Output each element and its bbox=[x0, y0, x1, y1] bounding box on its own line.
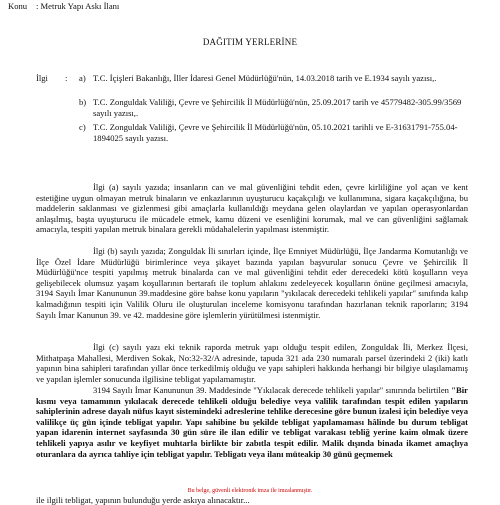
paragraph-2: İlgi (b) sayılı yazıda; Zonguldak İli sınırları içinde, İlçe Emniyet Müdürlüğü, İlçe Jandarma Komutanlığı ve İlçe Özel İdare Müdürlüğü birimlerince veya şikayet bazında yapılan başvurular sonucu Çevre ve Şehircilik İl Müdürlüğü'nce tespiti yapılmış metruk binalarda can ve mal güvenliğini tehdit eder derecedeki kötü koşulların veya gelişebilecek olumsuz yaşam koşullarının bertarafı ile toplum ahlakını zedeleyecek koşulların önüne geçilmesi amacıyla, 3194 Sayılı İmar Kanununun 39.maddesine göre bahse konu yapıların "yıkılacak derecedeki tehlikeli yapılar" sınıfında kalıp kalmadığının tespiti için Valilik Oluru ile oluşturulan inceleme komisyonu tarafından hazırlanan teknik raporların; 3194 Sayılı İmar Kanunun 39. ve 42. maddesine göre işlemlerin yürütülmesi istenmiştir. bbox=[36, 246, 468, 320]
document-title: DAĞITIM YERLERİNE bbox=[202, 37, 298, 47]
reference-text: T.C. Zonguldak Valiliği, Çevre ve Şehircilik İl Müdürlüğü'nün, 05.10.2021 tarihli ve E-31631791-755.04-1894025 sayılı yazısı. bbox=[93, 122, 458, 143]
reference-colon: : bbox=[65, 73, 68, 83]
e-signature-note: Bu belge, güvenli elektronik imza ile imzalanmıştır. bbox=[187, 488, 313, 494]
subject-text: : Metruk Yapı Askı İlanı bbox=[36, 1, 120, 11]
paragraph-4 bbox=[36, 385, 468, 459]
reference-item-a bbox=[79, 73, 479, 84]
reference-letter: b) bbox=[79, 97, 87, 107]
reference-letter: c) bbox=[79, 122, 86, 132]
reference-text: T.C. İçişleri Bakanlığı, İller İdaresi Genel Müdürlüğü'nün, 14.03.2018 tarih ve E.1934 sayılı yazısı,. bbox=[93, 73, 437, 83]
reference-letter: a) bbox=[79, 73, 86, 83]
reference-item-b bbox=[79, 97, 479, 118]
subject-line bbox=[8, 1, 119, 11]
reference-item-c bbox=[79, 122, 479, 143]
paragraph-4-quote: "Bir kısmı veya tamamının yıkılacak derecede tehlikeli olduğu belediye veya valilik tarafından tespit edilen yapıların sahiplerinin adrese dayalı nüfus kayıt sistemindeki adreslerine tehlike derecesine göre bunun izalesi için belediye veya valilikçe üç gün içinde tebligat yapılır. Yapı sahibine bu şekilde tebligat yapılamaması hâlinde bu durum tebligat yapan idarenin internet sayfasında 30 gün süre ile ilan edilir ve tebligat varakası tebliğ yerine kaim olmak üzere tehlikeli yapıya asılır ve keyfiyet muhtarla birlikte bir zabıtla tespit edilir. Malik dışında binada ikamet amaçlıya oturanlara da ayrıca tahliye için tebligat yapılır. Tebligatı veya ilanı müteakip 30 günü geçmemek bbox=[36, 385, 468, 459]
subject-label: Konu bbox=[8, 1, 28, 11]
paragraph-1: İlgi (a) sayılı yazıda; insanların can ve mal güvenliğini tehdit eden, çevre kirliliğine yol açan ve kent estetiğine uygun olmayan metruk binaların ve enkazlarının uyuşturucu kaçakçılığı ve kullanımına, sigara kaçakçılığına, bu maddelerin saklanması ve gizlenmesi gibi amaçlarla kullanıldığı meydana gelen olaylardan ve yapılan operasyonlardan anlaşılmış, başta uyuşturucu ile mücadele etmek, kamu düzeni ve esenliğini korumak, mal ve can güvenliğini sağlamak amacıyla, tespiti yapılan metruk binalara gerekli müdahalelerin yapılması istenmiştir. bbox=[36, 182, 468, 235]
paragraph-4-intro: 3194 Sayılı İmar Kanununun 39. Maddesinde "Yıkılacak derecede tehlikeli yapılar" sınırında belirtilen bbox=[93, 385, 449, 395]
reference-text: T.C. Zonguldak Valiliği, Çevre ve Şehircilik İl Müdürlüğü'nün, 25.09.2017 tarih ve 45779482-305.99/3569 sayılı yazısı,. bbox=[93, 97, 462, 118]
paragraph-3: İlgi (c) sayılı yazı eki teknik raporda metruk yapı olduğu tespit edilen, Zonguldak İli, Merkez İlçesi, Mithatpaşa Mahallesi, Merdiven Sokak, No:32-32/A adresinde, tapuda 321 ada 230 numaralı parsel üzerindeki 2 (iki) katlı yapının bina sahipleri tarafından yıllar önce terkedilmiş olduğu ve yapı sahipleri hakkında herhangi bir bilgiye ulaşılamamış ve yapılan işlemler sonucunda ilgilisine tebligat yapılamamıştır. bbox=[36, 342, 468, 384]
reference-label: İlgi bbox=[36, 73, 48, 83]
paragraph-5-partial: ile ilgili tebligat, yapının bulunduğu yerde askıya alınacaktır... bbox=[36, 495, 250, 505]
